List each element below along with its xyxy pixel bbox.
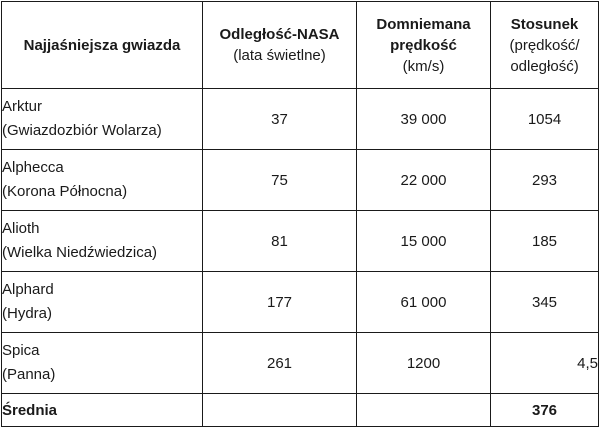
ratio-cell: 1054 [491, 89, 599, 150]
average-value: 376 [491, 394, 599, 427]
speed-cell: 39 000 [357, 89, 491, 150]
table-row [2, 89, 599, 150]
star-constellation: (Hydra) [2, 305, 53, 322]
distance-cell: 261 [203, 333, 357, 394]
star-name: Alioth [2, 220, 40, 237]
header-ratio [491, 2, 599, 89]
distance-cell: 37 [203, 89, 357, 150]
average-row [2, 394, 599, 427]
distance-cell: 177 [203, 272, 357, 333]
header-distance-label: Odległość-NASA [219, 26, 340, 43]
header-speed-unit: (km/s) [402, 57, 445, 75]
star-name-cell [2, 211, 203, 272]
star-name-cell [2, 150, 203, 211]
average-empty-cell [357, 394, 491, 427]
header-ratio-label: Stosunek [510, 15, 579, 33]
star-name: Alphecca [2, 159, 64, 176]
table-row [2, 150, 599, 211]
table-header-row [2, 2, 599, 89]
header-speed-label: Domniemana prędkość [376, 15, 471, 54]
star-name: Arktur [2, 98, 43, 115]
ratio-cell: 345 [491, 272, 599, 333]
speed-cell: 15 000 [357, 211, 491, 272]
ratio-cell: 4,5 [491, 333, 599, 394]
header-distance-unit: (lata świetlne) [233, 47, 326, 64]
table-row [2, 272, 599, 333]
table-row [2, 211, 599, 272]
header-star-label: Najjaśniejsza gwiazda [23, 36, 181, 54]
average-label: Średnia [2, 394, 203, 427]
star-data-table [1, 1, 599, 427]
star-name: Spica [2, 342, 40, 359]
header-star [2, 2, 203, 89]
speed-cell: 61 000 [357, 272, 491, 333]
star-constellation: (Wielka Niedźwiedzica) [2, 244, 158, 261]
star-constellation: (Korona Północna) [2, 183, 128, 200]
table-row [2, 333, 599, 394]
star-constellation: (Gwiazdozbiór Wolarza) [2, 122, 162, 139]
header-speed [357, 2, 491, 89]
average-empty-cell [203, 394, 357, 427]
distance-cell: 75 [203, 150, 357, 211]
star-name-cell [2, 89, 203, 150]
header-distance [203, 2, 357, 89]
star-name-cell [2, 272, 203, 333]
star-name-cell [2, 333, 203, 394]
distance-cell: 81 [203, 211, 357, 272]
header-ratio-unit: (prędkość/ odległość) [509, 36, 580, 75]
star-constellation: (Panna) [2, 366, 56, 383]
ratio-cell: 185 [491, 211, 599, 272]
ratio-cell: 293 [491, 150, 599, 211]
speed-cell: 1200 [357, 333, 491, 394]
speed-cell: 22 000 [357, 150, 491, 211]
star-name: Alphard [2, 281, 54, 298]
